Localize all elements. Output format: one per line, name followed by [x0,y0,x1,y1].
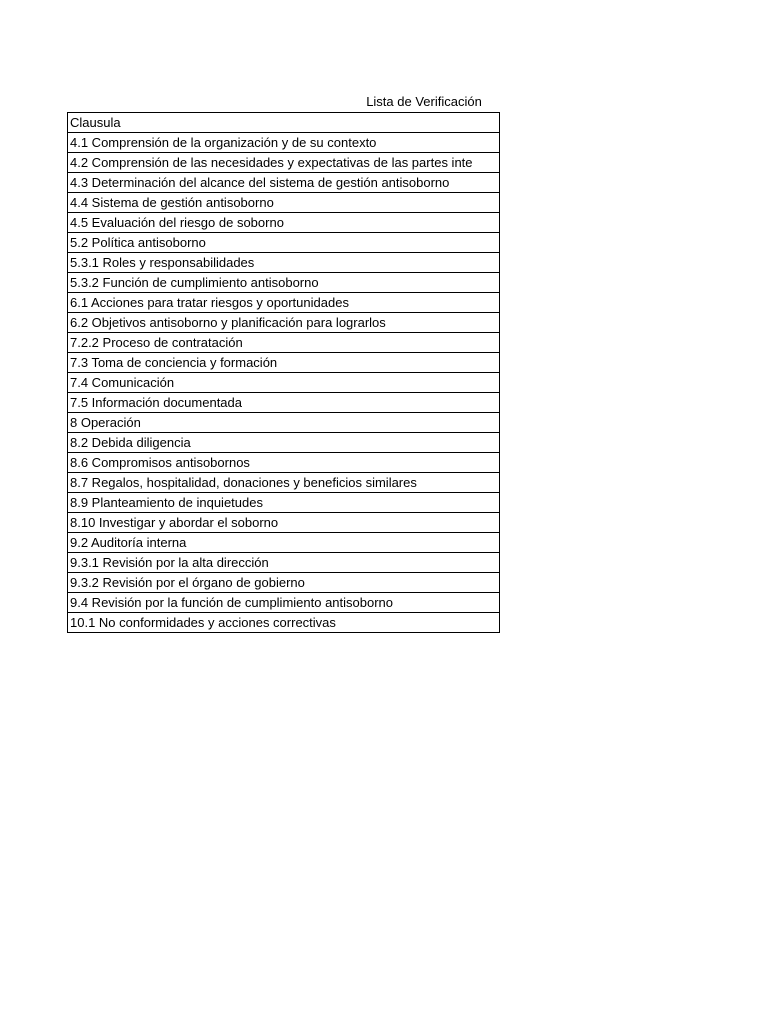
table-row [68,613,500,633]
clause-cell: 5.3.2 Función de cumplimiento antisoborno [68,273,500,293]
clause-cell: 6.1 Acciones para tratar riesgos y oportunidades [68,293,500,313]
table-row [68,133,500,153]
table-row [68,353,500,373]
clause-cell: 8.10 Investigar y abordar el soborno [68,513,500,533]
table-row [68,193,500,213]
table-row [68,293,500,313]
table-row [68,553,500,573]
clause-cell: 9.3.2 Revisión por el órgano de gobierno [68,573,500,593]
clause-cell: 6.2 Objetivos antisoborno y planificación para lograrlos [68,313,500,333]
clause-cell: 4.2 Comprensión de las necesidades y expectativas de las partes inte [68,153,500,173]
clause-cell: 7.3 Toma de conciencia y formación [68,353,500,373]
table-row [68,533,500,553]
clause-cell: 8.6 Compromisos antisobornos [68,453,500,473]
column-header-clausula: Clausula [68,113,500,133]
clause-cell: 5.3.1 Roles y responsabilidades [68,253,500,273]
clause-cell: 4.4 Sistema de gestión antisoborno [68,193,500,213]
clause-cell: 8.2 Debida diligencia [68,433,500,453]
table-row [68,213,500,233]
clause-cell: 8.9 Planteamiento de inquietudes [68,493,500,513]
clause-cell: 9.2 Auditoría interna [68,533,500,553]
table-row [68,153,500,173]
table-header-row [68,113,500,133]
table-row [68,453,500,473]
clause-cell: 7.4 Comunicación [68,373,500,393]
clause-cell: 4.1 Comprensión de la organización y de su contexto [68,133,500,153]
clause-cell: 7.2.2 Proceso de contratación [68,333,500,353]
table-row [68,493,500,513]
clause-cell: 5.2 Política antisoborno [68,233,500,253]
table-row [68,573,500,593]
clause-cell: 4.3 Determinación del alcance del sistema de gestión antisoborno [68,173,500,193]
document-title: Lista de Verificación [366,94,482,109]
table-row [68,233,500,253]
table-row [68,593,500,613]
clause-cell: 8.7 Regalos, hospitalidad, donaciones y beneficios similares [68,473,500,493]
clause-cell: 7.5 Información documentada [68,393,500,413]
clause-cell: 8 Operación [68,413,500,433]
table-row [68,333,500,353]
table-row [68,273,500,293]
table-row [68,413,500,433]
clause-cell: 9.3.1 Revisión por la alta dirección [68,553,500,573]
clause-cell: 9.4 Revisión por la función de cumplimiento antisoborno [68,593,500,613]
table-row [68,433,500,453]
table-row [68,473,500,493]
table-row [68,253,500,273]
table-row [68,393,500,413]
checklist-table [67,112,500,633]
table-row [68,173,500,193]
clause-cell: 4.5 Evaluación del riesgo de soborno [68,213,500,233]
table-row [68,373,500,393]
table-row [68,513,500,533]
clause-cell: 10.1 No conformidades y acciones correctivas [68,613,500,633]
table-row [68,313,500,333]
